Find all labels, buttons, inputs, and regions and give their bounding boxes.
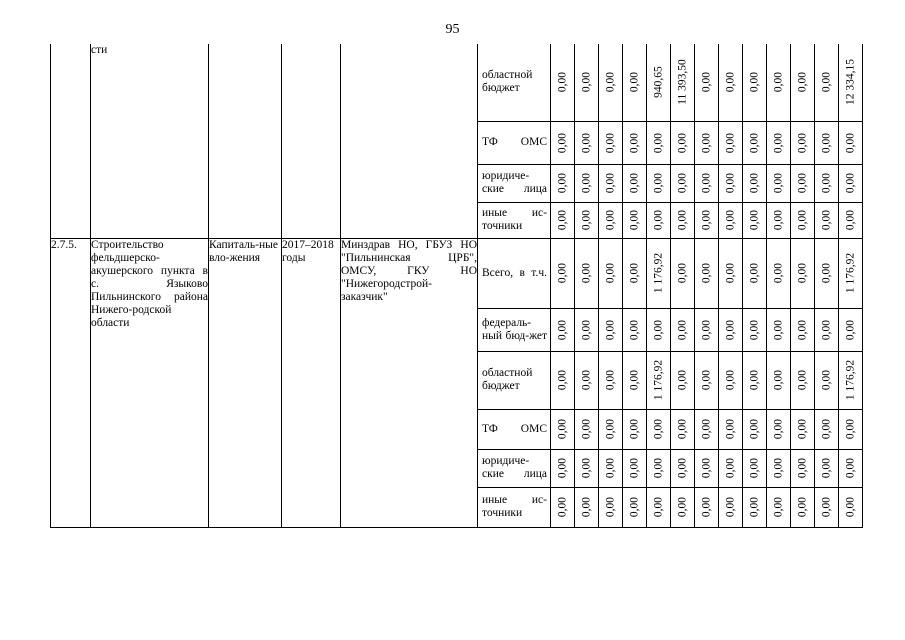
value-text: 0,00: [604, 132, 616, 153]
value-cell: [623, 351, 647, 409]
value-text: 0,00: [844, 418, 856, 440]
value-text: 0,00: [700, 457, 712, 479]
value-text: 0,00: [796, 262, 808, 284]
value-text: 0,00: [700, 418, 712, 440]
funding-source-label: федераль-ный бюд-жет: [478, 308, 551, 351]
value-text: 0,00: [796, 418, 808, 440]
value-cell: [719, 409, 743, 449]
value-text: 0,00: [700, 209, 712, 231]
value-text: 0,00: [628, 457, 640, 479]
value-cell: [743, 308, 767, 351]
value-cell: [767, 409, 791, 449]
value-text: 0,00: [556, 72, 568, 93]
value-text: 0,00: [844, 132, 856, 153]
value-cell: [551, 202, 575, 238]
funding-source-label: областной бюджет: [478, 44, 551, 121]
value-text: 0,00: [772, 262, 784, 284]
value-text: 0,00: [556, 209, 568, 231]
value-cell: [575, 44, 599, 121]
budget-table: [50, 44, 863, 528]
value-text: 0,00: [820, 132, 832, 153]
value-text: 0,00: [724, 262, 736, 284]
value-text: 0,00: [604, 72, 616, 93]
value-text: 0,00: [820, 496, 832, 518]
item-years-cell: [282, 44, 341, 238]
value-text: 0,00: [676, 262, 688, 284]
value-cell: [719, 202, 743, 238]
funding-source-label: областной бюджет: [478, 351, 551, 409]
value-cell: [839, 351, 863, 409]
value-text: 0,00: [724, 172, 736, 194]
value-cell: [815, 44, 839, 121]
value-cell: [719, 164, 743, 202]
value-text: 0,00: [676, 319, 688, 340]
value-cell: [551, 164, 575, 202]
value-text: 0,00: [820, 319, 832, 340]
value-text: 0,00: [652, 319, 664, 340]
value-text: 0,00: [676, 369, 688, 391]
value-cell: [743, 202, 767, 238]
value-text: 0,00: [724, 132, 736, 153]
value-text: 0,00: [844, 457, 856, 479]
value-text: 0,00: [556, 369, 568, 391]
value-cell: [575, 164, 599, 202]
value-cell: [575, 121, 599, 164]
value-text: 0,00: [700, 172, 712, 194]
funding-source-label: ТФ ОМС: [478, 409, 551, 449]
item-type-cell: [209, 44, 282, 238]
value-text: 0,00: [580, 319, 592, 340]
value-text: 0,00: [604, 262, 616, 284]
value-cell: [551, 351, 575, 409]
funding-source-label: иные ис-точники: [478, 202, 551, 238]
value-text: 0,00: [676, 172, 688, 194]
value-text: 0,00: [820, 418, 832, 440]
value-text: 0,00: [556, 418, 568, 440]
value-text: 0,00: [772, 457, 784, 479]
value-cell: [767, 202, 791, 238]
value-text: 0,00: [748, 496, 760, 518]
value-cell: [719, 308, 743, 351]
value-text: 0,00: [604, 418, 616, 440]
value-cell: [671, 487, 695, 527]
value-cell: [743, 409, 767, 449]
table-row: [51, 44, 863, 121]
value-text: 0,00: [772, 369, 784, 391]
funding-source-label: юридиче-ские лица: [478, 164, 551, 202]
value-cell: [839, 121, 863, 164]
value-cell: [671, 238, 695, 308]
item-number: 2.7.5.: [51, 238, 91, 527]
value-cell: [719, 351, 743, 409]
value-cell: [575, 487, 599, 527]
value-text: 0,00: [796, 72, 808, 93]
value-cell: [671, 121, 695, 164]
value-text: 0,00: [580, 496, 592, 518]
value-cell: [599, 121, 623, 164]
value-cell: [719, 121, 743, 164]
value-cell: [575, 351, 599, 409]
value-cell: [647, 121, 671, 164]
value-text: 0,00: [820, 457, 832, 479]
value-cell: [767, 44, 791, 121]
item-executors: Минздрав НО, ГБУЗ НО "Пильнинская ЦРБ", ОМСУ, ГКУ НО "Нижегородстрой-заказчик": [341, 238, 478, 527]
table-row: [51, 238, 863, 308]
value-cell: [791, 308, 815, 351]
value-text: 0,00: [556, 172, 568, 194]
value-cell: [743, 121, 767, 164]
value-cell: [671, 308, 695, 351]
value-cell: [575, 238, 599, 308]
value-text: 0,00: [628, 172, 640, 194]
value-text: 0,00: [580, 262, 592, 284]
value-cell: [743, 449, 767, 487]
value-text: 0,00: [724, 496, 736, 518]
value-cell: [599, 308, 623, 351]
value-cell: [695, 351, 719, 409]
value-cell: [695, 44, 719, 121]
value-cell: [551, 121, 575, 164]
value-text: 0,00: [700, 369, 712, 391]
value-text: 0,00: [700, 496, 712, 518]
value-text: 0,00: [700, 262, 712, 284]
value-cell: [647, 351, 671, 409]
value-text: 0,00: [844, 319, 856, 340]
value-cell: [839, 308, 863, 351]
value-cell: [575, 202, 599, 238]
value-cell: [839, 449, 863, 487]
value-cell: [815, 308, 839, 351]
value-cell: [791, 351, 815, 409]
funding-source-label: ТФ ОМС: [478, 121, 551, 164]
value-text: 0,00: [724, 72, 736, 93]
funding-source-label: юридиче-ские лица: [478, 449, 551, 487]
value-cell: [599, 164, 623, 202]
value-cell: [839, 164, 863, 202]
value-cell: [839, 44, 863, 121]
value-text: 0,00: [844, 172, 856, 194]
value-text: 0,00: [820, 172, 832, 194]
value-text: 0,00: [772, 496, 784, 518]
value-cell: [551, 238, 575, 308]
value-cell: [791, 164, 815, 202]
item-name-continuation: сти: [91, 44, 209, 238]
value-cell: [599, 449, 623, 487]
value-text: 0,00: [796, 132, 808, 153]
value-cell: [623, 121, 647, 164]
value-text: 0,00: [628, 418, 640, 440]
value-cell: [815, 238, 839, 308]
value-cell: [671, 351, 695, 409]
value-text: 0,00: [772, 319, 784, 340]
value-text: 0,00: [820, 72, 832, 93]
value-text: 0,00: [556, 319, 568, 340]
value-cell: [599, 202, 623, 238]
value-cell: [647, 449, 671, 487]
value-cell: [551, 449, 575, 487]
value-text: 0,00: [796, 172, 808, 194]
value-cell: [791, 202, 815, 238]
value-text: 1 176,92: [844, 359, 856, 401]
value-cell: [599, 238, 623, 308]
value-cell: [767, 121, 791, 164]
value-cell: [767, 164, 791, 202]
value-cell: [551, 409, 575, 449]
value-text: 0,00: [628, 209, 640, 231]
value-cell: [815, 351, 839, 409]
value-text: 0,00: [796, 209, 808, 231]
value-text: 0,00: [604, 369, 616, 391]
value-cell: [767, 351, 791, 409]
value-text: 0,00: [652, 172, 664, 194]
value-cell: [839, 487, 863, 527]
value-cell: [791, 409, 815, 449]
value-cell: [647, 202, 671, 238]
value-text: 0,00: [772, 418, 784, 440]
item-number-cell: [51, 44, 91, 238]
value-cell: [767, 487, 791, 527]
value-cell: [599, 351, 623, 409]
value-text: 0,00: [772, 209, 784, 231]
value-cell: [623, 44, 647, 121]
value-text: 0,00: [628, 496, 640, 518]
value-cell: [743, 351, 767, 409]
value-cell: [551, 44, 575, 121]
value-text: 0,00: [724, 369, 736, 391]
value-cell: [623, 409, 647, 449]
item-years: 2017–2018 годы: [282, 238, 341, 527]
value-text: 0,00: [748, 457, 760, 479]
value-cell: [815, 202, 839, 238]
value-text: 1 176,92: [652, 252, 664, 294]
value-text: 0,00: [700, 72, 712, 93]
value-text: 0,00: [580, 209, 592, 231]
value-cell: [695, 202, 719, 238]
value-text: 0,00: [556, 262, 568, 284]
value-cell: [647, 487, 671, 527]
item-type: Капиталь-ные вло-жения: [209, 238, 282, 527]
value-text: 12 334,15: [844, 59, 856, 106]
value-cell: [839, 202, 863, 238]
value-cell: [815, 409, 839, 449]
value-text: 0,00: [580, 369, 592, 391]
value-cell: [815, 487, 839, 527]
value-text: 0,00: [796, 496, 808, 518]
value-text: 0,00: [820, 209, 832, 231]
value-cell: [671, 164, 695, 202]
value-cell: [695, 487, 719, 527]
value-text: 0,00: [748, 209, 760, 231]
value-cell: [623, 487, 647, 527]
value-cell: [719, 238, 743, 308]
value-cell: [839, 238, 863, 308]
value-cell: [671, 449, 695, 487]
value-cell: [791, 121, 815, 164]
value-text: 0,00: [604, 496, 616, 518]
value-cell: [767, 238, 791, 308]
value-cell: [695, 164, 719, 202]
value-text: 0,00: [676, 209, 688, 231]
value-cell: [767, 449, 791, 487]
value-cell: [743, 487, 767, 527]
value-text: 0,00: [556, 496, 568, 518]
value-text: 0,00: [628, 132, 640, 153]
value-text: 0,00: [748, 72, 760, 93]
value-cell: [575, 409, 599, 449]
value-text: 0,00: [724, 319, 736, 340]
value-cell: [791, 487, 815, 527]
item-executors-cell: [341, 44, 478, 238]
page-number: 95: [445, 22, 460, 37]
value-cell: [719, 44, 743, 121]
value-cell: [671, 44, 695, 121]
value-cell: [575, 449, 599, 487]
value-text: 0,00: [604, 209, 616, 231]
value-text: 940,65: [652, 66, 664, 99]
value-text: 0,00: [772, 72, 784, 93]
value-text: 0,00: [724, 209, 736, 231]
item-name: Строительство фельдшерско-акушерского пункта в с. Языково Пильнинского района Нижего-родской области: [91, 238, 209, 527]
value-text: 0,00: [580, 172, 592, 194]
value-cell: [647, 164, 671, 202]
value-cell: [767, 308, 791, 351]
value-text: 0,00: [796, 457, 808, 479]
value-text: 0,00: [748, 418, 760, 440]
value-text: 0,00: [796, 319, 808, 340]
value-cell: [839, 409, 863, 449]
value-cell: [647, 44, 671, 121]
value-text: 0,00: [676, 132, 688, 153]
value-text: 0,00: [628, 72, 640, 93]
value-text: 1 176,92: [844, 252, 856, 294]
value-cell: [647, 409, 671, 449]
value-text: 0,00: [772, 172, 784, 194]
value-cell: [599, 487, 623, 527]
value-text: 0,00: [748, 172, 760, 194]
value-text: 0,00: [844, 496, 856, 518]
value-text: 0,00: [604, 319, 616, 340]
value-text: 0,00: [652, 209, 664, 231]
value-cell: [815, 164, 839, 202]
value-text: 0,00: [556, 132, 568, 153]
value-text: 0,00: [604, 457, 616, 479]
value-text: 0,00: [652, 418, 664, 440]
value-text: 0,00: [700, 132, 712, 153]
value-text: 0,00: [652, 496, 664, 518]
value-cell: [551, 308, 575, 351]
value-cell: [623, 449, 647, 487]
value-text: 0,00: [604, 172, 616, 194]
value-cell: [719, 487, 743, 527]
value-cell: [599, 409, 623, 449]
value-text: 0,00: [580, 72, 592, 93]
value-text: 0,00: [820, 262, 832, 284]
value-text: 0,00: [580, 457, 592, 479]
value-cell: [695, 121, 719, 164]
value-cell: [743, 44, 767, 121]
value-text: 0,00: [748, 319, 760, 340]
value-text: 0,00: [580, 132, 592, 153]
value-text: 0,00: [772, 132, 784, 153]
value-cell: [743, 164, 767, 202]
value-text: 0,00: [796, 369, 808, 391]
value-cell: [791, 449, 815, 487]
value-cell: [647, 238, 671, 308]
value-text: 0,00: [844, 209, 856, 231]
value-text: 0,00: [724, 457, 736, 479]
value-cell: [623, 238, 647, 308]
value-text: 0,00: [676, 496, 688, 518]
value-text: 0,00: [676, 418, 688, 440]
value-cell: [695, 409, 719, 449]
value-cell: [623, 308, 647, 351]
value-cell: [599, 44, 623, 121]
value-text: 0,00: [700, 319, 712, 340]
table-body: [51, 44, 863, 527]
value-cell: [815, 449, 839, 487]
value-cell: [791, 238, 815, 308]
value-text: 0,00: [748, 262, 760, 284]
value-text: 0,00: [724, 418, 736, 440]
value-text: 0,00: [628, 319, 640, 340]
value-text: 0,00: [580, 418, 592, 440]
value-text: 0,00: [676, 457, 688, 479]
value-cell: [671, 202, 695, 238]
value-cell: [671, 409, 695, 449]
funding-source-label: иные ис-точники: [478, 487, 551, 527]
value-cell: [647, 308, 671, 351]
value-cell: [623, 202, 647, 238]
value-cell: [719, 449, 743, 487]
value-text: 0,00: [748, 369, 760, 391]
value-text: 0,00: [652, 457, 664, 479]
value-cell: [695, 308, 719, 351]
value-cell: [695, 238, 719, 308]
value-cell: [791, 44, 815, 121]
value-text: 11 393,50: [676, 59, 688, 106]
value-cell: [551, 487, 575, 527]
value-cell: [575, 308, 599, 351]
value-cell: [695, 449, 719, 487]
value-cell: [815, 121, 839, 164]
value-cell: [623, 164, 647, 202]
value-text: 1 176,92: [652, 359, 664, 401]
value-cell: [743, 238, 767, 308]
value-text: 0,00: [628, 369, 640, 391]
value-text: 0,00: [628, 262, 640, 284]
value-text: 0,00: [820, 369, 832, 391]
funding-source-label: Всего, в т.ч.: [478, 238, 551, 308]
value-text: 0,00: [556, 457, 568, 479]
value-text: 0,00: [748, 132, 760, 153]
value-text: 0,00: [652, 132, 664, 153]
